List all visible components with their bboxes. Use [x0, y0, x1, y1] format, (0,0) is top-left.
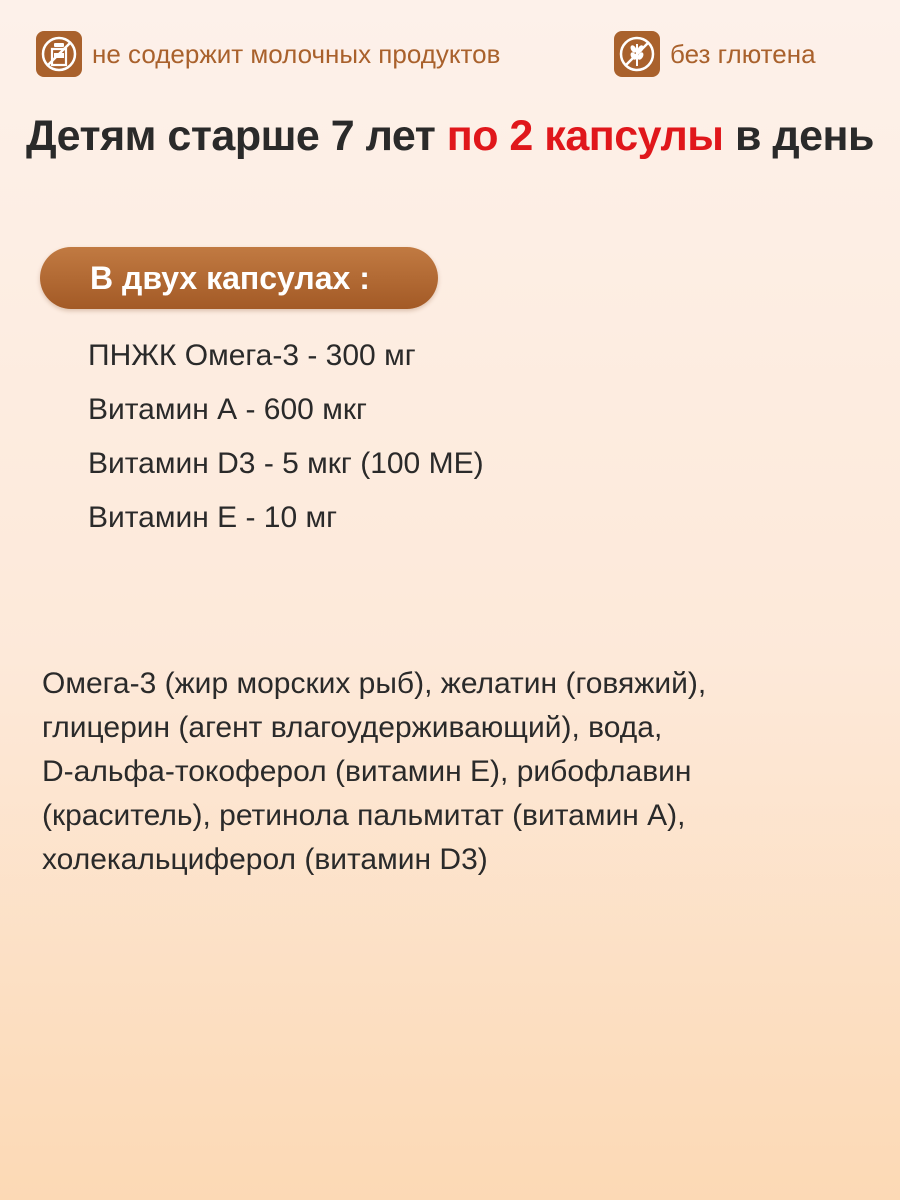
nutrient-item: ПНЖК Омега-3 - 300 мг — [88, 339, 416, 372]
ingredients-text — [42, 662, 872, 882]
ingredients-line: холекальциферол (витамин D3) — [42, 843, 488, 876]
nutrient-item: Витамин Е - 10 мг — [88, 501, 338, 534]
composition-label-pill — [40, 247, 438, 309]
dosage-headline-part1: Детям старше 7 лет — [26, 112, 447, 160]
no-dairy-badge — [36, 28, 500, 80]
gluten-free-label: без глютена — [670, 38, 816, 69]
ingredients-line: Омега-3 (жир морских рыб), желатин (говяжий), — [42, 667, 707, 700]
gluten-free-icon — [614, 31, 660, 77]
no-dairy-label: не содержит молочных продуктов — [92, 38, 501, 69]
nutrient-list — [88, 336, 484, 552]
gluten-free-badge — [614, 28, 816, 80]
nutrient-item: Витамин D3 - 5 мкг (100 МЕ) — [88, 447, 484, 480]
ingredients-line: (краситель), ретинола пальмитат (витамин А), — [42, 799, 686, 832]
no-dairy-icon — [36, 31, 82, 77]
ingredients-line: глицерин (агент влагоудерживающий), вода, — [42, 711, 663, 744]
nutrient-item: Витамин А - 600 мкг — [88, 393, 367, 426]
dosage-headline — [0, 112, 900, 161]
composition-label: В двух капсулах : — [90, 259, 370, 296]
dosage-headline-part2: в день — [723, 112, 874, 160]
ingredients-line: D-альфа-токоферол (витамин Е), рибофлавин — [42, 755, 692, 788]
feature-badges — [36, 28, 864, 80]
dosage-headline-accent: по 2 капсулы — [446, 112, 724, 160]
